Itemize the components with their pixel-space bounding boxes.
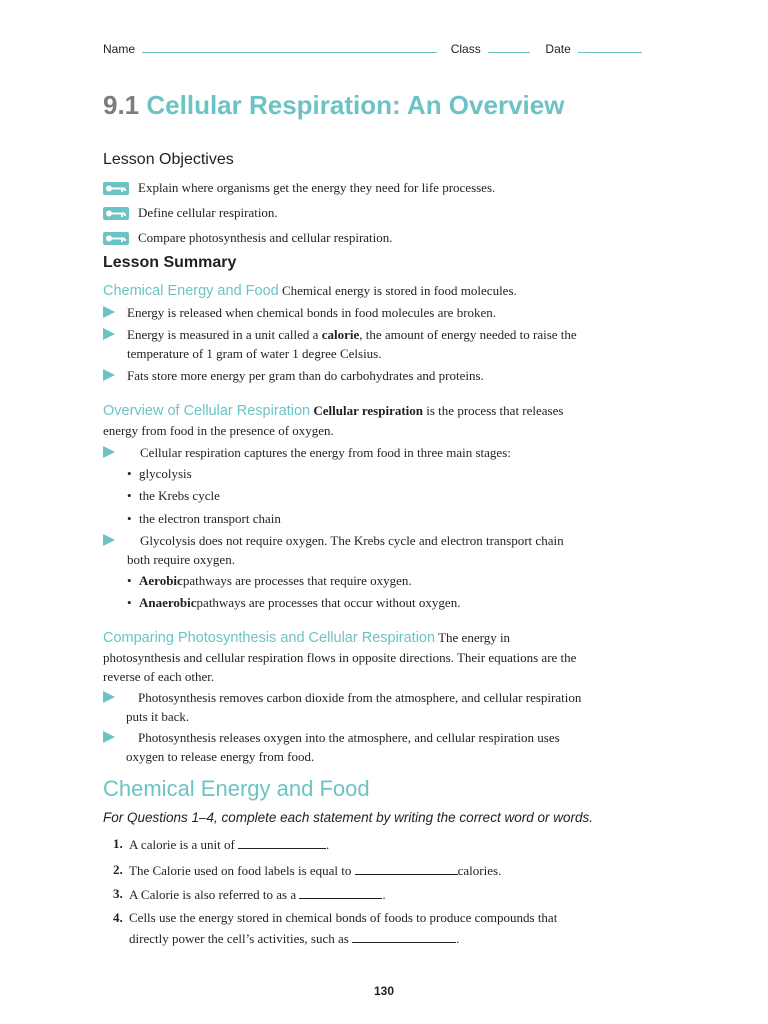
food-intro <box>103 281 658 301</box>
anaerobic-term: Anaerobic <box>139 595 197 610</box>
date-label: Date <box>545 42 571 56</box>
aerobic-term: Aerobic <box>139 573 183 588</box>
class-label: Class <box>450 42 481 56</box>
question-number: 4. <box>113 910 123 925</box>
key-icon <box>103 182 129 195</box>
overview-intro-rest: is the process that releases <box>423 403 564 418</box>
calorie-post: , the amount of energy needed to raise the <box>359 327 577 342</box>
triangle-bullet-icon <box>103 534 115 546</box>
overview-intro <box>103 401 658 440</box>
lesson-number: 9.1 <box>103 90 140 120</box>
page-number: 130 <box>373 984 395 998</box>
objective-item <box>103 230 393 246</box>
overview-subheading: Overview of Cellular Respiration <box>103 403 311 419</box>
objective-text: Explain where organisms get the energy they need for life processes. <box>138 180 496 195</box>
cellular-respiration-term: Cellular respiration <box>313 403 424 418</box>
stage-item: • the Krebs cycle <box>127 488 220 503</box>
comparing-subheading: Comparing Photosynthesis and Cellular Respiration <box>103 630 436 646</box>
comparing-intro <box>103 628 658 686</box>
comparing-intro-line2: photosynthesis and cellular respiration flows in opposite directions. Their equations are the <box>103 650 577 665</box>
summary-heading: Lesson Summary <box>103 254 237 271</box>
question-text <box>129 908 557 949</box>
section-instructions: For Questions 1–4, complete each statement by writing the correct word or words. <box>103 810 593 825</box>
anaerobic-text: pathways are processes that occur without oxygen. <box>196 595 461 610</box>
bullet-text <box>127 325 577 363</box>
triangle-bullet-icon <box>103 731 115 743</box>
date-blank[interactable] <box>578 40 642 53</box>
summary-bullet <box>103 531 658 550</box>
bullet-text: Fats store more energy per gram than do carbohydrates and proteins. <box>127 368 484 383</box>
bullet-continuation: puts it back. <box>126 709 190 724</box>
question-end: calories. <box>457 863 502 878</box>
objectives-heading: Lesson Objectives <box>103 151 234 168</box>
stage-text: glycolysis <box>139 466 192 481</box>
answer-blank[interactable] <box>352 928 456 943</box>
answer-blank[interactable] <box>238 834 326 849</box>
bullet-text: Photosynthesis releases oxygen into the atmosphere, and cellular respiration uses <box>138 730 560 745</box>
stage-text: the electron transport chain <box>139 511 281 526</box>
food-intro-text: Chemical energy is stored in food molecules. <box>281 283 517 298</box>
triangle-bullet-icon <box>103 369 115 381</box>
summary-bullet <box>103 325 658 363</box>
question-text <box>129 884 386 905</box>
objective-item <box>103 180 495 196</box>
summary-bullet <box>103 688 658 707</box>
aerobic-item: • Aerobic pathways are processes that require oxygen. <box>127 573 412 588</box>
page-title <box>103 90 564 121</box>
answer-blank[interactable] <box>299 884 382 899</box>
question-prompt: directly power the cell’s activities, such as <box>129 931 353 946</box>
summary-bullet <box>103 443 658 462</box>
triangle-bullet-icon <box>103 328 115 340</box>
food-subheading: Chemical Energy and Food <box>103 283 279 299</box>
objective-item <box>103 205 278 221</box>
question-prompt: A calorie is a unit of <box>129 837 239 852</box>
stage-item: • the electron transport chain <box>127 511 281 526</box>
calorie-line2: temperature of 1 gram of water 1 degree Celsius. <box>127 346 382 361</box>
class-blank[interactable] <box>488 40 530 53</box>
bullet-text: Glycolysis does not require oxygen. The Krebs cycle and electron transport chain <box>140 533 564 548</box>
section-title: Chemical Energy and Food <box>103 776 370 801</box>
answer-blank[interactable] <box>355 860 458 875</box>
bullet-text: Cellular respiration captures the energy from food in three main stages: <box>140 445 511 460</box>
stage-text: the Krebs cycle <box>139 488 220 503</box>
question-text <box>129 834 329 855</box>
question-end: . <box>326 837 330 852</box>
comparing-intro-line3: reverse of each other. <box>103 669 215 684</box>
triangle-bullet-icon <box>103 306 115 318</box>
name-blank[interactable] <box>142 40 437 53</box>
aerobic-text: pathways are processes that require oxygen. <box>182 573 412 588</box>
question-end: . <box>456 931 460 946</box>
question-prompt: A Calorie is also referred to as a <box>129 887 300 902</box>
stage-item: • glycolysis <box>127 466 192 481</box>
question-item <box>113 884 663 905</box>
bullet-text: Photosynthesis removes carbon dioxide from the atmosphere, and cellular respiration <box>138 690 582 705</box>
student-info-header <box>103 40 643 56</box>
question-number: 3. <box>113 886 123 901</box>
key-icon <box>103 232 129 245</box>
lesson-title: Cellular Respiration: An Overview <box>146 90 565 120</box>
calorie-pre: Energy is measured in a unit called a <box>127 327 322 342</box>
summary-bullet <box>103 366 658 385</box>
question-text <box>129 860 501 881</box>
question-end: . <box>382 887 386 902</box>
summary-bullet <box>103 728 658 747</box>
summary-bullet <box>103 303 658 322</box>
question-line1: Cells use the energy stored in chemical bonds of foods to produce compounds that <box>129 910 558 925</box>
question-item <box>113 834 663 855</box>
name-label: Name <box>103 42 136 56</box>
bullet-continuation: oxygen to release energy from food. <box>126 749 315 764</box>
question-number: 1. <box>113 836 123 851</box>
calorie-term: calorie <box>321 327 360 342</box>
bullet-text: Energy is released when chemical bonds in food molecules are broken. <box>127 305 497 320</box>
question-item <box>113 908 663 949</box>
objective-text: Define cellular respiration. <box>138 205 278 220</box>
bullet-continuation: both require oxygen. <box>127 552 235 567</box>
question-item <box>113 860 663 881</box>
objective-text: Compare photosynthesis and cellular respiration. <box>138 230 393 245</box>
key-icon <box>103 207 129 220</box>
triangle-bullet-icon <box>103 691 115 703</box>
comparing-intro-rest: The energy in <box>435 630 511 645</box>
triangle-bullet-icon <box>103 446 115 458</box>
overview-intro-line2: energy from food in the presence of oxygen. <box>103 423 334 438</box>
anaerobic-item: • Anaerobic pathways are processes that occur without oxygen. <box>127 595 461 610</box>
question-number: 2. <box>113 862 123 877</box>
question-prompt: The Calorie used on food labels is equal to <box>129 863 355 878</box>
